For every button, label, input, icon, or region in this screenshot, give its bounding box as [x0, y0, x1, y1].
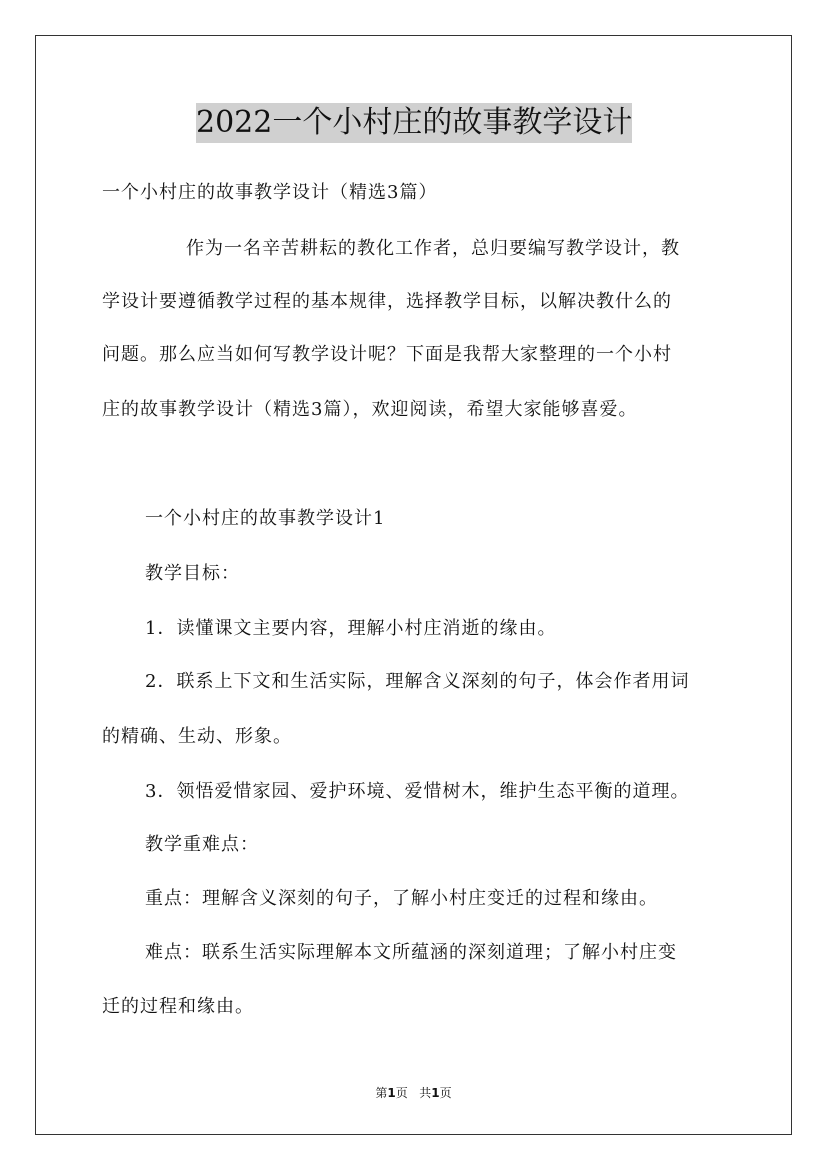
footer-page-mid: 页 共 — [395, 1086, 432, 1100]
intro-line-2: 学设计要遵循教学过程的基本规律，选择教学目标，以解决教什么的 — [102, 291, 672, 312]
page-footer — [0, 1085, 827, 1101]
difficult-point-line-1: 难点：联系生活实际理解本文所蕴涵的深刻道理；了解小村庄变 — [145, 942, 677, 963]
footer-page-number: 1 — [387, 1086, 396, 1100]
key-point: 重点：理解含义深刻的句子，了解小村庄变迁的过程和缘由。 — [145, 888, 658, 909]
intro-line-1: 作为一名辛苦耕耘的教化工作者，总归要编写教学设计，教 — [186, 238, 680, 259]
intro-line-4: 庄的故事教学设计（精选3篇），欢迎阅读，希望大家能够喜爱。 — [102, 399, 638, 420]
key-difficult-heading: 教学重难点： — [145, 834, 259, 855]
goal-2-line-1: 2．联系上下文和生活实际，理解含义深刻的句子，体会作者用词 — [145, 671, 690, 692]
section-heading: 一个小村庄的故事教学设计1 — [145, 508, 386, 529]
difficult-point-line-2: 迁的过程和缘由。 — [102, 996, 254, 1017]
document-subtitle: 一个小村庄的故事教学设计（精选3篇） — [102, 182, 438, 203]
footer-page-suffix: 页 — [439, 1086, 452, 1100]
goals-heading: 教学目标： — [145, 563, 240, 584]
goal-1: 1．读懂课文主要内容，理解小村庄消逝的缘由。 — [145, 618, 557, 639]
goal-3: 3．领悟爱惜家园、爱护环境、爱惜树木，维护生态平衡的道理。 — [145, 781, 690, 802]
intro-line-3: 问题。那么应当如何写教学设计呢？下面是我帮大家整理的一个小村 — [102, 344, 672, 365]
goal-2-line-2: 的精确、生动、形象。 — [102, 726, 292, 747]
document-title: 2022一个小村庄的故事教学设计 — [196, 103, 632, 143]
footer-page-prefix: 第 — [375, 1086, 388, 1100]
footer-page-total: 1 — [431, 1086, 440, 1100]
